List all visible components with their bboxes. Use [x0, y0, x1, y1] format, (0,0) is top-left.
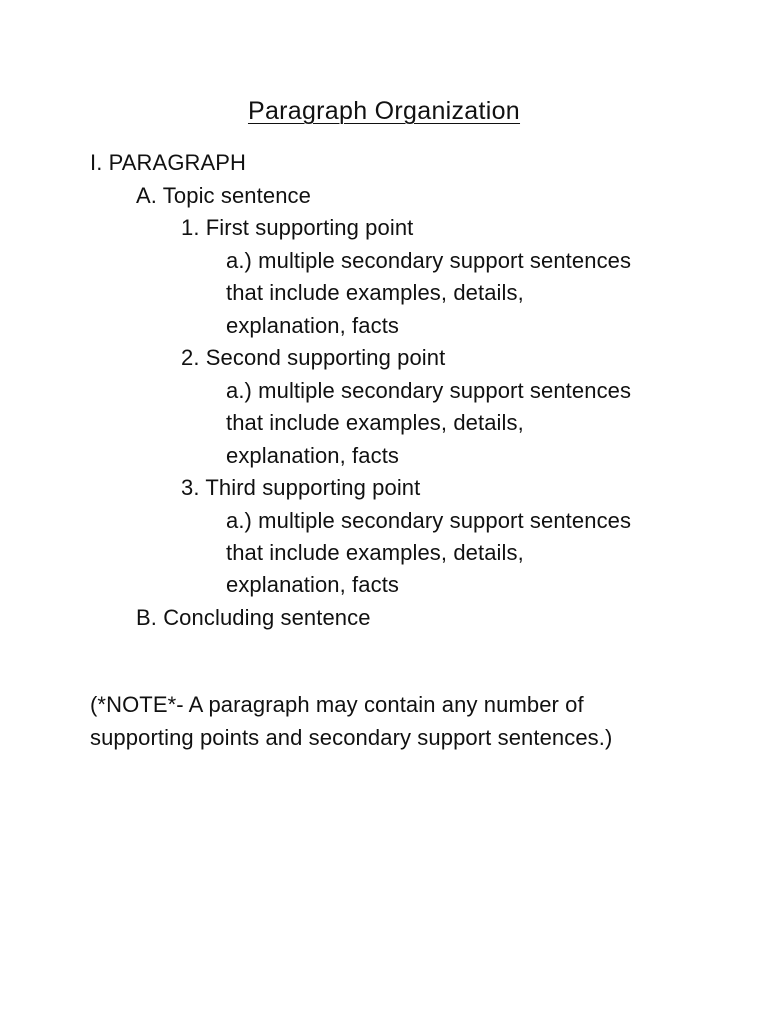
document-title: Paragraph Organization: [247, 97, 521, 125]
outline-point-1-sub-line: a.) multiple secondary support sentences: [226, 248, 632, 273]
outline-point-1: 1. First supporting point: [181, 215, 414, 240]
note-line: (*NOTE*- A paragraph may contain any number of: [90, 692, 584, 717]
outline-level-1-paragraph: I. PARAGRAPH: [90, 150, 247, 175]
outline-point-3-sub-line: that include examples, details,: [226, 540, 524, 565]
outline-point-1-sub-line: that include examples, details,: [226, 280, 524, 305]
outline-point-3-sub-line: explanation, facts: [226, 572, 400, 597]
note-line: supporting points and secondary support sentences.): [90, 725, 613, 750]
outline-topic-sentence: A. Topic sentence: [136, 183, 311, 208]
outline-point-2-sub-line: explanation, facts: [226, 443, 400, 468]
outline-point-2-sub-line: a.) multiple secondary support sentences: [226, 378, 632, 403]
outline-concluding-sentence: B. Concluding sentence: [136, 605, 371, 630]
outline-point-2: 2. Second supporting point: [181, 345, 446, 370]
outline-point-2-sub-line: that include examples, details,: [226, 410, 524, 435]
outline-point-3-sub-line: a.) multiple secondary support sentences: [226, 508, 632, 533]
outline-point-1-sub-line: explanation, facts: [226, 313, 400, 338]
outline-point-3: 3. Third supporting point: [181, 475, 421, 500]
